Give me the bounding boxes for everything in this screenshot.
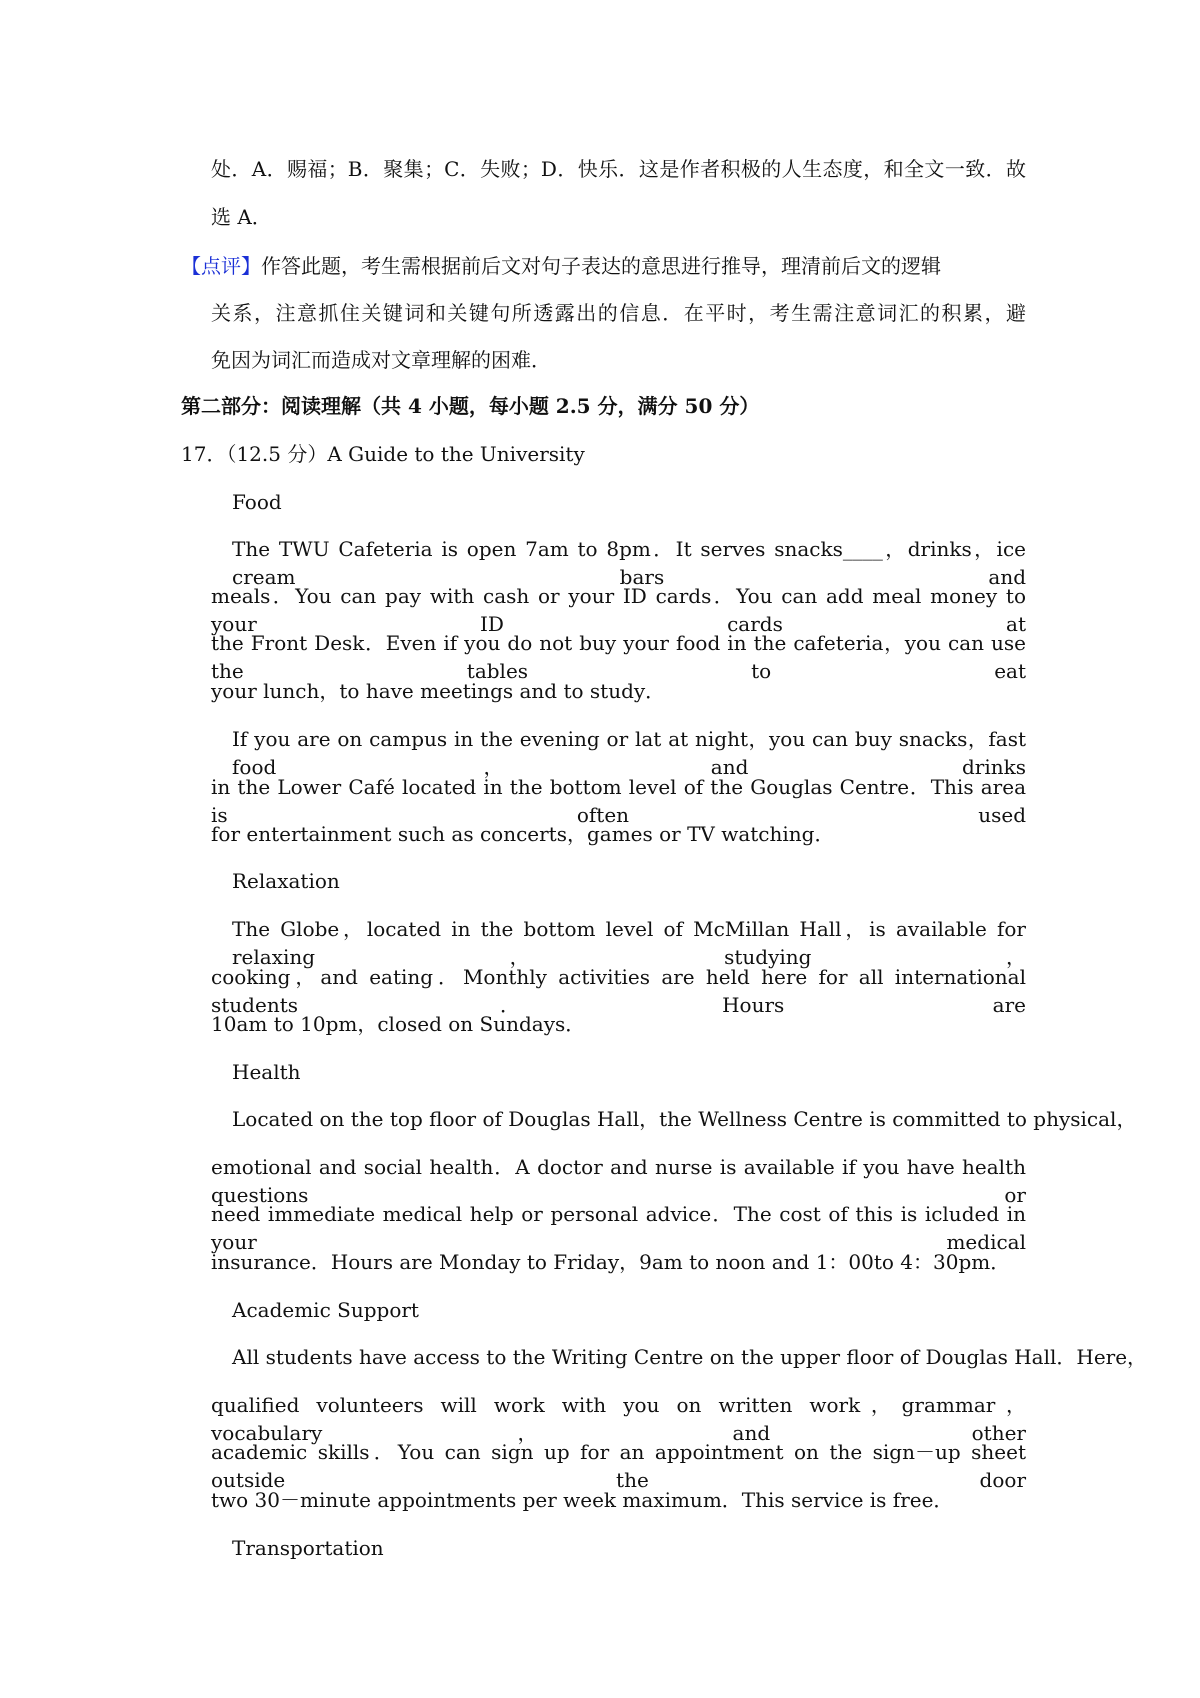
academic-heading: Academic Support [232,1298,419,1322]
academic-paragraph-line: academic skills．You can sign up for an appointment on the sign－up sheet outside the door [211,1440,1026,1492]
food-paragraph-line: your lunch，to have meetings and to study． [211,679,666,703]
comment-line: 免因为词汇而造成对文章理解的困难． [211,348,551,372]
comment-tag: 【点评】 [181,254,261,278]
food-heading: Food [232,490,282,514]
comment-line: 关系，注意抓住关键词和关键句所透露出的信息．在平时，考生需注意词汇的积累，避 [211,301,1026,325]
comment-text: 作答此题，考生需根据前后文对句子表达的意思进行推导，理清前后文的逻辑 [261,254,941,278]
relaxation-heading: Relaxation [232,869,340,893]
answer-explanation-line: 选 A． [211,205,272,229]
health-heading: Health [232,1060,301,1084]
academic-paragraph-line: All students have access to the Writing Centre on the upper floor of Douglas Hall．Here， [232,1345,1148,1369]
health-paragraph-line: emotional and social health．A doctor and nurse is available if you have health questions or [211,1155,1026,1207]
relaxation-paragraph-line: 10am to 10pm，closed on Sundays． [211,1012,586,1036]
relaxation-paragraph-line: The Globe，located in the bottom level of McMillan Hall，is available for relaxing，studying， [232,917,1026,969]
academic-paragraph-line: two 30－minute appointments per week maximum．This service is free． [211,1488,954,1512]
academic-paragraph-line: qualified volunteers will work with you on written work，grammar，vocabulary，and other [211,1393,1026,1445]
answer-explanation-line: 处．A．赐福；B．聚集；C．失败；D．快乐．这是作者积极的人生态度，和全文一致．故 [211,157,1026,181]
food-paragraph-line: If you are on campus in the evening or lat at night，you can buy snacks，fast food，and drinks [232,727,1026,779]
food-paragraph-line: The TWU Cafeteria is open 7am to 8pm．It serves snacks____，drinks，ice cream bars and [232,537,1026,589]
section-title: 第二部分：阅读理解（共 4 小题，每小题 2.5 分，满分 50 分） [181,394,760,418]
food-paragraph-line: the Front Desk．Even if you do not buy your food in the cafeteria，you can use the tables to eat [211,631,1026,683]
health-paragraph-line: insurance．Hours are Monday to Friday，9am to noon and 1：00to 4：30pm． [211,1250,1011,1274]
relaxation-paragraph-line: cooking，and eating．Monthly activities are held here for all international students．Hours are [211,965,1026,1017]
transportation-heading: Transportation [232,1536,384,1560]
question-header: 17．（12.5 分）A Guide to the University [181,442,585,466]
health-paragraph-line: need immediate medical help or personal advice．The cost of this is icluded in your medical [211,1202,1026,1254]
comment-line [181,252,1026,280]
food-paragraph-line: in the Lower Café located in the bottom level of the Gouglas Centre．This area is often used [211,775,1026,827]
health-paragraph-line: Located on the top floor of Douglas Hall，the Wellness Centre is committed to physical， [232,1107,1137,1131]
food-paragraph-line: meals．You can pay with cash or your ID cards．You can add meal money to your ID cards at [211,584,1026,636]
food-paragraph-line: for entertainment such as concerts，games or TV watching． [211,822,835,846]
